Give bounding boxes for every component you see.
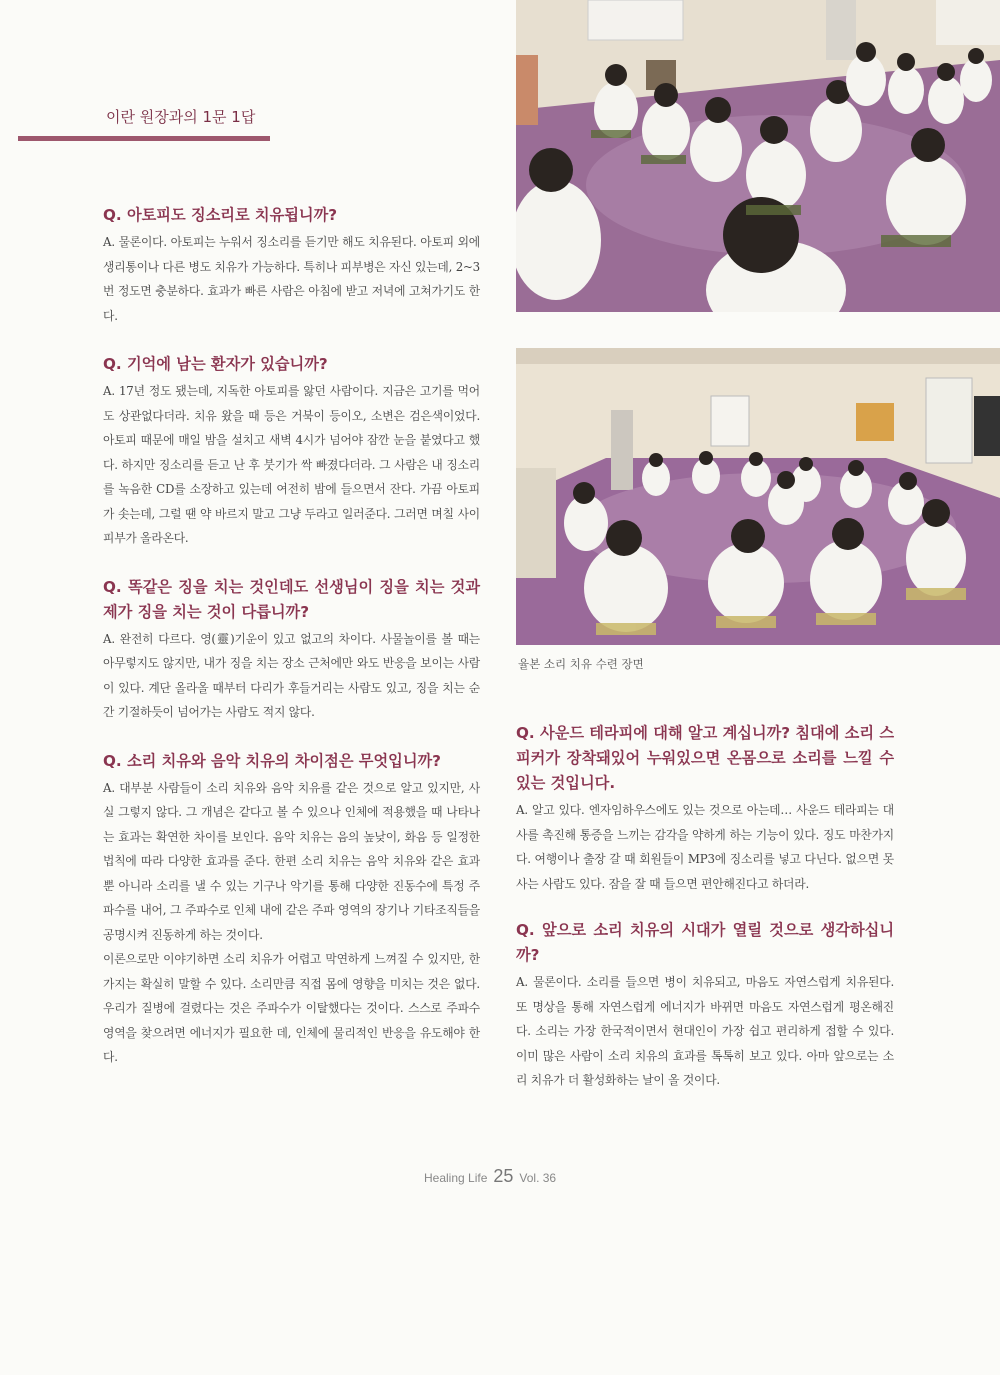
magazine-name: Healing Life xyxy=(424,1171,488,1185)
section-title: 이란 원장과의 1문 1답 xyxy=(106,108,256,126)
question: Q. 기억에 남는 환자가 있습니까? xyxy=(103,355,328,373)
answer: A. 물론이다. 아토피는 누워서 징소리를 듣기만 해도 치유된다. 아토피 외에 생리통이나 다른 병도 치유가 가능하다. 특히나 피부병은 자신 있는데, 2~3번 정도면 충분하다. 효과가 빠른 사람은 아침에 받고 저녁에 고쳐가기도 한다. xyxy=(103,235,480,323)
question: Q. 똑같은 징을 치는 것인데도 선생님이 징을 치는 것과 제가 징을 치는 것이 다릅니까? xyxy=(103,577,480,621)
session-photo-middle xyxy=(516,348,1000,645)
qa-item xyxy=(103,203,480,328)
question: Q. 아토피도 징소리로 치유됩니까? xyxy=(103,206,338,224)
answer: A. 물론이다. 소리를 들으면 병이 치유되고, 마음도 자연스럽게 치유된다. 또 명상을 통해 자연스럽게 에너지가 바뀌면 마음도 자연스럽게 평온해진다. 소리는 가장 한국적이면서 현대인이 가장 쉽고 편리하게 접할 수 있다. 이미 많은 사람이 소리 치유의 효과를 톡톡히 보고 있다. 아마 앞으로는 소리 치유가 더 활성화하는 날이 올 것이다. xyxy=(516,975,894,1087)
photo-caption: 율본 소리 치유 수련 장면 xyxy=(518,657,644,671)
left-column xyxy=(103,203,480,1070)
volume-number: Vol. 36 xyxy=(519,1171,557,1185)
session-photo-top-image xyxy=(516,0,1000,312)
section-header xyxy=(18,98,270,146)
question: Q. 앞으로 소리 치유의 시대가 열릴 것으로 생각하십니까? xyxy=(516,921,894,964)
page-number: 25 xyxy=(493,1166,514,1186)
header-rule xyxy=(18,136,270,141)
right-column xyxy=(516,721,894,1093)
answer-continued: 이론으로만 이야기하면 소리 치유가 어렵고 막연하게 느껴질 수 있지만, 한 가지는 확실히 말할 수 있다. 소리만큼 직접 몸에 영향을 미치는 것은 없다. 우리가 질병에 걸렸다는 것은 주파수가 이탈했다는 것이다. 스스로 주파수 영역을 찾으려면 에너지가 필요한 데, 인체에 물리적인 반응을 유도해야 한다. xyxy=(103,952,480,1064)
session-photo-middle-image xyxy=(516,348,1000,645)
question: Q. 사운드 테라피에 대해 알고 계십니까? 침대에 소리 스피커가 장착돼있어 누워있으면 온몸으로 소리를 느낄 수 있는 것입니다. xyxy=(516,724,894,792)
page-footer xyxy=(424,1166,556,1187)
answer: A. 완전히 다르다. 영(靈)기운이 있고 없고의 차이다. 사물놀이를 볼 때는 아무렇지도 않지만, 내가 징을 치는 장소 근처에만 와도 반응을 보이는 사람이 있다. 계단 올라올 때부터 다리가 후들거리는 사람도 있고, 징을 치는 순간 기절하듯이 넘어가는 사람도 적지 않다. xyxy=(103,631,480,719)
qa-item xyxy=(103,352,480,551)
qa-item xyxy=(103,749,480,1070)
qa-item xyxy=(103,575,480,725)
answer: A. 17년 정도 됐는데, 지독한 아토피를 앓던 사람이다. 지금은 고기를 먹어도 상관없다더라. 치유 왔을 때 등은 거북이 등이오, 소변은 검은색이었다. 아토피 때문에 매일 밤을 설치고 새벽 4시가 넘어야 잠깐 눈을 붙였다고 했다. 하지만 징소리를 듣고 난 후 붓기가 싹 빠졌다더라. 그 사람은 내 징소리를 녹음한 CD를 소장하고 있는데 여전히 밤에 들으면서 잔다. 가끔 아토피가 솟는데, 그럴 땐 약 바르지 말고 그냥 두라고 일러준다. 그러면 며칠 사이 피부가 올라온다. xyxy=(103,384,480,545)
session-photo-top xyxy=(516,0,1000,312)
answer: A. 알고 있다. 엔자임하우스에도 있는 것으로 아는데… 사운드 테라피는 대사를 촉진해 통증을 느끼는 감각을 약하게 하는 기능이 있다. 징도 마찬가지다. 여행이나 출장 갈 때 회원들이 MP3에 징소리를 넣고 다닌다. 없으면 못사는 사람도 있다. 잠을 잘 때 들으면 편안해진다고 하더라. xyxy=(516,803,894,891)
qa-item xyxy=(516,721,894,896)
qa-item xyxy=(516,918,894,1093)
question: Q. 소리 치유와 음악 치유의 차이점은 무엇입니까? xyxy=(103,751,441,770)
answer: A. 대부분 사람들이 소리 치유와 음악 치유를 같은 것으로 알고 있지만, 사실 그렇지 않다. 그 개념은 같다고 볼 수 있으나 인체에 적용했을 때 나타나는 효과는 확연한 차이를 보인다. 음악 치유는 음의 높낮이, 화음 등 일정한 법칙에 따라 다양한 효과를 준다. 한편 소리 치유는 음악 치유와 같은 효과 뿐 아니라 소리를 낼 수 있는 기구나 악기를 통해 다양한 진동수에 특정 주파수를 내어, 그 주파수로 인체 내에 같은 주파 영역의 장기나 기타조직들을 공명시켜 진동하게 하는 것이다. xyxy=(103,780,480,942)
